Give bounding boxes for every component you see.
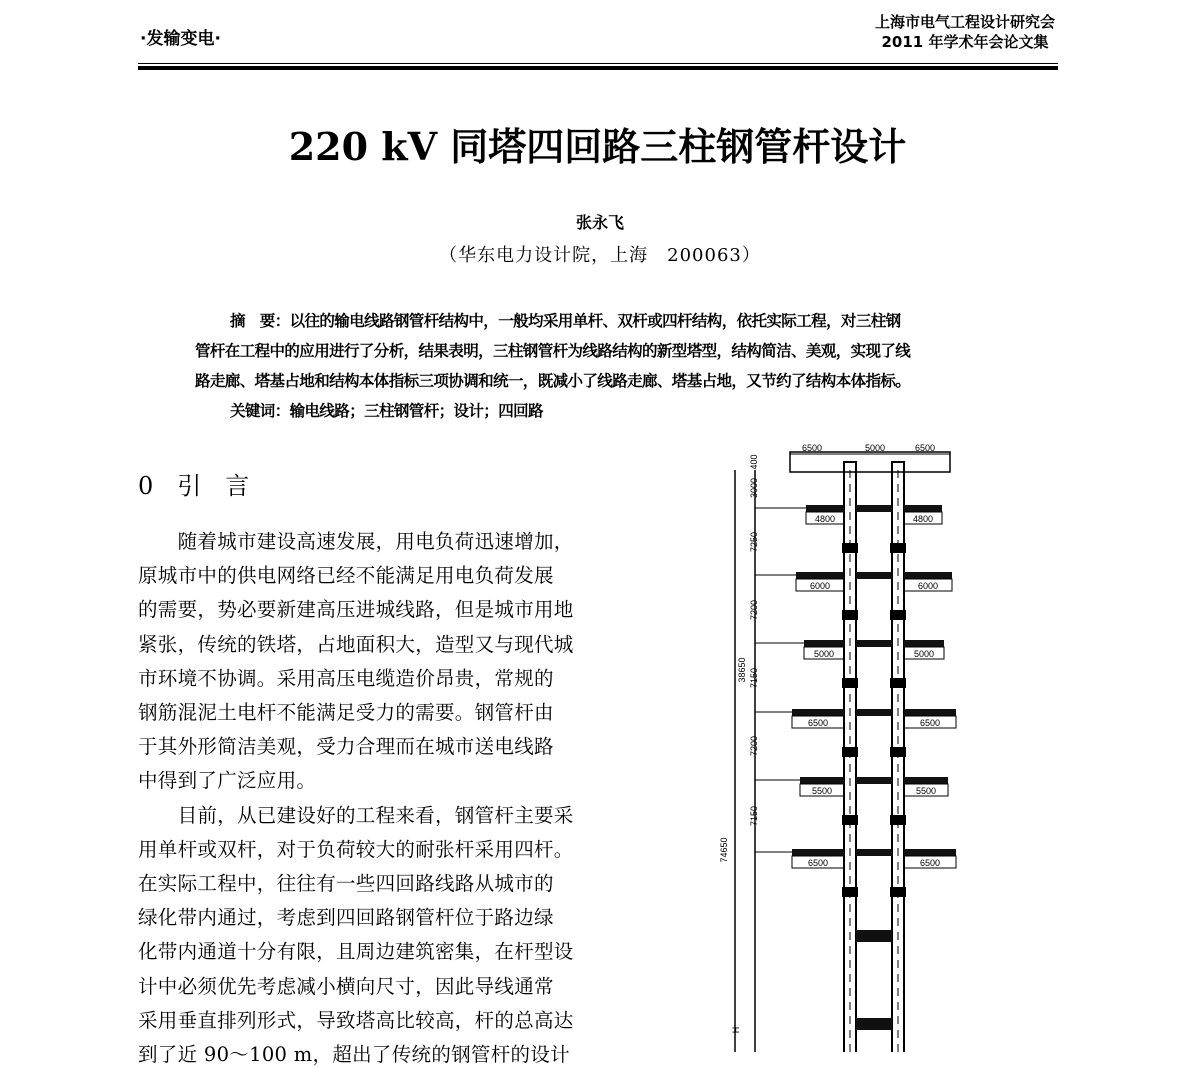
flange-joint [890, 610, 906, 620]
arm-length-right: 4800 [912, 514, 934, 524]
dimension-label-top: 5000 [864, 443, 886, 453]
crossarm-middle [856, 777, 892, 784]
crossarm-left [804, 640, 844, 647]
flange-joint [842, 610, 858, 620]
flange-joint [842, 747, 858, 757]
body-line: 的需要，势必要新建高压进城线路，但是城市用地 [138, 598, 574, 622]
flange-joint [890, 815, 906, 825]
crossarm-right [904, 505, 942, 512]
running-header-publisher [875, 12, 1055, 52]
dimension-label-vertical: 7200 [749, 599, 759, 621]
dimension-label-vertical: 7150 [749, 667, 759, 689]
body-line: 随着城市建设高速发展，用电负荷迅速增加， [138, 530, 574, 553]
body-line: 化带内通道十分有限，且周边建筑密集，在杆型设 [138, 940, 574, 964]
dimension-label-top: 6500 [914, 443, 936, 453]
crossarm-middle [856, 709, 892, 716]
crossarm-right [904, 849, 956, 856]
publisher-line-1: 上海市电气工程设计研究会 [874, 13, 1055, 31]
keywords-text: 输电线路；三柱钢管杆；设计；四回路 [289, 402, 543, 420]
flange-joint [842, 887, 858, 897]
top-crossarm [790, 452, 950, 472]
dimension-label-vertical: 7200 [749, 735, 759, 757]
running-header-section: ·发输变电· [140, 29, 221, 49]
crossarm-right [904, 777, 948, 784]
crossarm-right [904, 572, 952, 579]
body-line: 中得到了广泛应用。 [138, 769, 317, 793]
height-label: H [731, 1026, 741, 1034]
header-rule-thick [138, 66, 1058, 70]
header-rule-thin [138, 63, 1058, 64]
author: 张永飞 [575, 213, 624, 232]
keywords [230, 399, 543, 421]
brace [856, 1018, 892, 1030]
section-heading: 0 引 言 [138, 472, 250, 500]
crossarm-middle [856, 640, 892, 647]
body-line: 钢筋混泥土电杆不能满足受力的需要。钢管杆由 [138, 701, 554, 724]
dimension-label-total: 74650 [719, 837, 729, 863]
body-line: 绿化带内通过，考虑到四回路钢管杆位于路边绿 [138, 906, 554, 930]
arm-length-left: 6500 [807, 718, 829, 728]
flange-joint [890, 678, 906, 688]
arm-length-right: 6500 [919, 858, 941, 868]
tower-diagram [715, 440, 985, 1052]
dimension-label-vertical: 7150 [749, 805, 759, 827]
dimension-label-total: 38650 [737, 657, 747, 683]
body-line: 采用垂直排列形式，导致塔高比较高，杆的总高达 [138, 1008, 574, 1032]
dimension-label-vertical: 7250 [749, 531, 759, 553]
body-line: 到了近 90～100 m，超出了传统的钢管杆的设计 [138, 1043, 570, 1066]
crossarm-left [806, 505, 844, 512]
arm-length-left: 6500 [807, 858, 829, 868]
abstract-line: 管杆在工程中的应用进行了分析，结果表明，三柱钢管杆为线路结构的新型塔型，结构简洁、美观，实现了线 [195, 342, 911, 360]
abstract-line [230, 309, 901, 331]
crossarm-left [800, 777, 844, 784]
body-line: 在实际工程中，往往有一些四回路线路从城市的 [138, 872, 554, 895]
arm-length-right: 5000 [913, 649, 935, 659]
body-line: 原城市中的供电网络已经不能满足用电负荷发展 [138, 564, 554, 588]
arm-length-left: 4800 [814, 514, 836, 524]
paper-title: 220 kV 同塔四回路三柱钢管杆设计 [288, 124, 907, 169]
crossarm-right [904, 709, 956, 716]
flange-joint [890, 747, 906, 757]
crossarm-middle [856, 505, 892, 512]
abstract-label: 摘 要： [230, 312, 290, 330]
crossarm-left [792, 709, 844, 716]
publisher-line-2: 2011 年学术年会论文集 [881, 33, 1049, 51]
dimension-label-top: 6500 [801, 443, 823, 453]
arm-length-right: 6000 [917, 581, 939, 591]
body-line: 目前，从已建设好的工程来看，钢管杆主要采 [138, 803, 574, 827]
dimension-label-vertical: 400 [749, 454, 759, 470]
dimension-label-vertical: 3000 [749, 477, 759, 499]
crossarm-left [792, 849, 844, 856]
abstract-line: 路走廊、塔基占地和结构本体指标三项协调和统一，既减小了线路走廊、塔基占地，又节约了结构本体指标。 [195, 372, 911, 390]
crossarm-middle [856, 849, 892, 856]
arm-length-right: 5500 [915, 786, 937, 796]
flange-joint [842, 815, 858, 825]
flange-joint [890, 887, 906, 897]
arm-length-left: 5500 [811, 786, 833, 796]
body-line: 于其外形简洁美观，受力合理而在城市送电线路 [138, 735, 554, 759]
arm-length-left: 5000 [813, 649, 835, 659]
flange-joint [890, 543, 906, 553]
arm-length-left: 6000 [809, 581, 831, 591]
crossarm-left [796, 572, 844, 579]
body-line: 计中必须优先考虑减小横向尺寸，因此导线通常 [138, 974, 554, 998]
crossarm-middle [856, 572, 892, 579]
body-line: 市环境不协调。采用高压电缆造价昂贵，常规的 [138, 666, 554, 690]
flange-joint [842, 678, 858, 688]
crossarm-right [904, 640, 944, 647]
body-line: 用单杆或双杆，对于负荷较大的耐张杆采用四杆。 [138, 837, 574, 861]
flange-joint [842, 543, 858, 553]
brace [856, 930, 892, 942]
abstract-text: 以往的输电线路钢管杆结构中，一般均采用单杆、双杆或四杆结构，依托实际工程，对三柱钢 [289, 312, 901, 330]
keywords-label: 关键词： [230, 402, 290, 420]
arm-length-right: 6500 [919, 718, 941, 728]
affiliation: （华东电力设计院，上海 200063） [439, 245, 761, 266]
body-line: 紧张，传统的铁塔，占地面积大，造型又与现代城 [138, 632, 574, 656]
